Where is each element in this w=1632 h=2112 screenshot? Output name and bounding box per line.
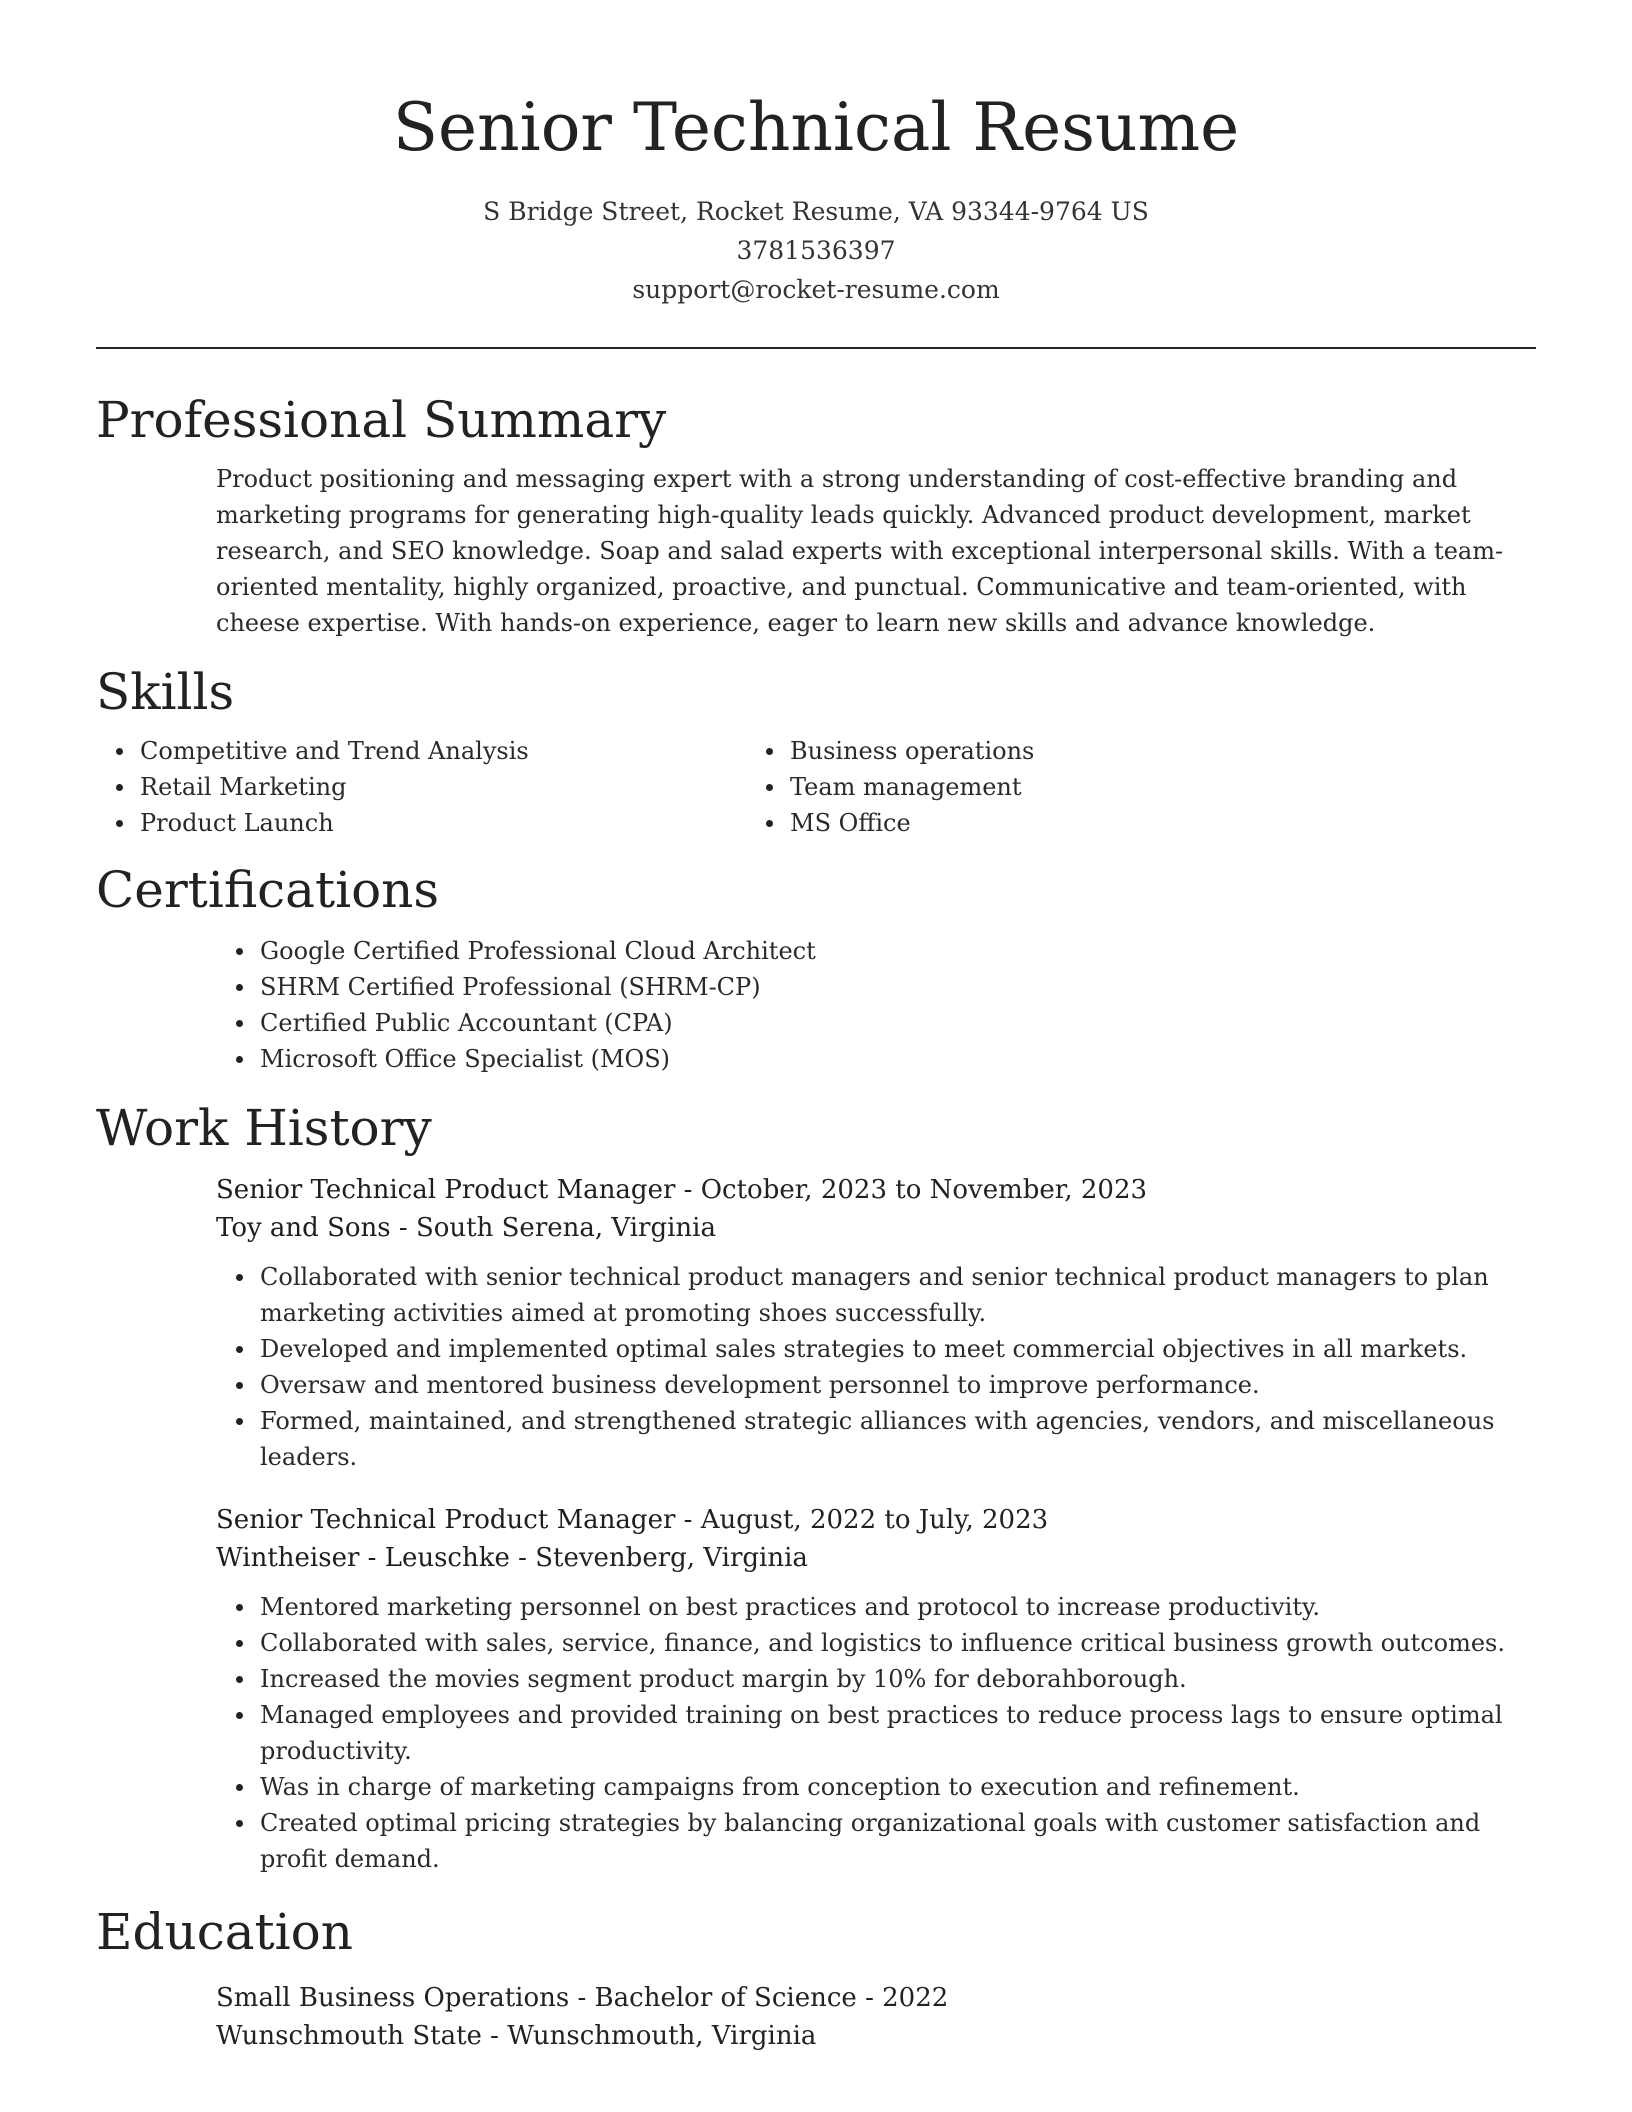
summary-text: Product positioning and messaging expert with a strong understanding of cost-effective branding and marketing programs for generating high-quality leads quickly. Advanced product development, market research, and SEO knowledge. Soap and salad experts with exceptional interpersonal skills. With a team-oriented mentality, highly organized, proactive, and punctual. Communicative and team-oriented, with cheese expertise. With hands-on experience, eager to learn new skills and advance knowledge. [216,465,1504,637]
job-bullets [216,1259,1546,1475]
list-item: Microsoft Office Specialist (MOS) [216,1041,1536,1077]
email: support@rocket-resume.com [632,275,1000,304]
list-item: Certified Public Accountant (CPA) [216,1005,1536,1041]
list-item: Collaborated with sales, service, finance, and logistics to influence critical business growth outcomes. [216,1625,1546,1661]
job-entry [216,1171,1546,1475]
list-item: Formed, maintained, and strengthened strategic alliances with agencies, vendors, and miscellaneous leaders. [216,1403,1546,1475]
degree-line [216,1979,1536,2017]
section-skills [96,659,1536,841]
list-item: Was in charge of marketing campaigns from conception to execution and refinement. [216,1769,1546,1805]
education-entry [216,1979,1536,2055]
school-line [216,2017,1536,2055]
resume-page [96,0,1536,2055]
list-item: Product Launch [96,805,746,841]
job-position: Senior Technical Product Manager [216,1505,676,1535]
job-entry [216,1501,1546,1877]
resume-header [96,0,1536,309]
job-position: Senior Technical Product Manager [216,1175,676,1205]
list-item: MS Office [746,805,1396,841]
list-item: Oversaw and mentored business development personnel to improve performance. [216,1367,1546,1403]
phone: 3781536397 [736,236,896,265]
job-company-line [216,1539,1546,1577]
school-name: Wunschmouth State [216,2021,482,2051]
resume-title: Senior Technical Resume [392,89,1240,166]
contact-block [96,192,1536,309]
list-item: Managed employees and provided training on best practices to reduce process lags to ensure optimal productivity. [216,1697,1546,1769]
section-work-history [96,1095,1536,1877]
list-item: Retail Marketing [96,769,746,805]
section-title-certifications: Certifications [96,861,440,919]
section-title-skills: Skills [96,663,235,721]
list-item: Developed and implemented optimal sales strategies to meet commercial objectives in all markets. [216,1331,1546,1367]
job-dates: - October, 2023 to November, 2023 [675,1175,1148,1205]
job-bullets [216,1589,1546,1877]
list-item: Competitive and Trend Analysis [96,733,746,769]
skills-column-right [746,733,1396,841]
section-summary [96,387,1536,641]
degree-field: Small Business Operations [216,1983,570,2013]
address: S Bridge Street, Rocket Resume, VA 93344-9764 US [483,197,1149,226]
list-item: Created optimal pricing strategies by balancing organizational goals with customer satisfaction and profit demand. [216,1805,1546,1877]
job-location: - Stevenberg, Virginia [509,1543,808,1573]
job-location: - South Serena, Virginia [390,1213,716,1243]
section-title-work: Work History [96,1099,432,1157]
section-certifications [96,857,1536,1077]
job-company: Toy and Sons [216,1213,391,1243]
list-item: Increased the movies segment product margin by 10% for deborahborough. [216,1661,1546,1697]
job-company: Wintheiser - Leuschke [216,1543,510,1573]
skills-grid [96,733,1536,841]
list-item: Team management [746,769,1396,805]
list-item: Business operations [746,733,1396,769]
school-location: - Wunschmouth, Virginia [481,2021,817,2051]
section-title-education: Education [96,1903,353,1961]
job-title-line [216,1501,1546,1539]
list-item: Google Certified Professional Cloud Architect [216,933,1536,969]
skills-column-left [96,733,746,841]
job-title-line [216,1171,1546,1209]
section-title-summary: Professional Summary [96,391,667,449]
certifications-list [216,933,1536,1077]
degree-details: - Bachelor of Science - 2022 [569,1983,949,2013]
job-dates: - August, 2022 to July, 2023 [675,1505,1049,1535]
list-item: Mentored marketing personnel on best practices and protocol to increase productivity. [216,1589,1546,1625]
job-company-line [216,1209,1546,1247]
list-item: SHRM Certified Professional (SHRM-CP) [216,969,1536,1005]
header-divider [96,347,1536,349]
section-education [96,1899,1536,2055]
list-item: Collaborated with senior technical product managers and senior technical product managers to plan marketing activities aimed at promoting shoes successfully. [216,1259,1546,1331]
